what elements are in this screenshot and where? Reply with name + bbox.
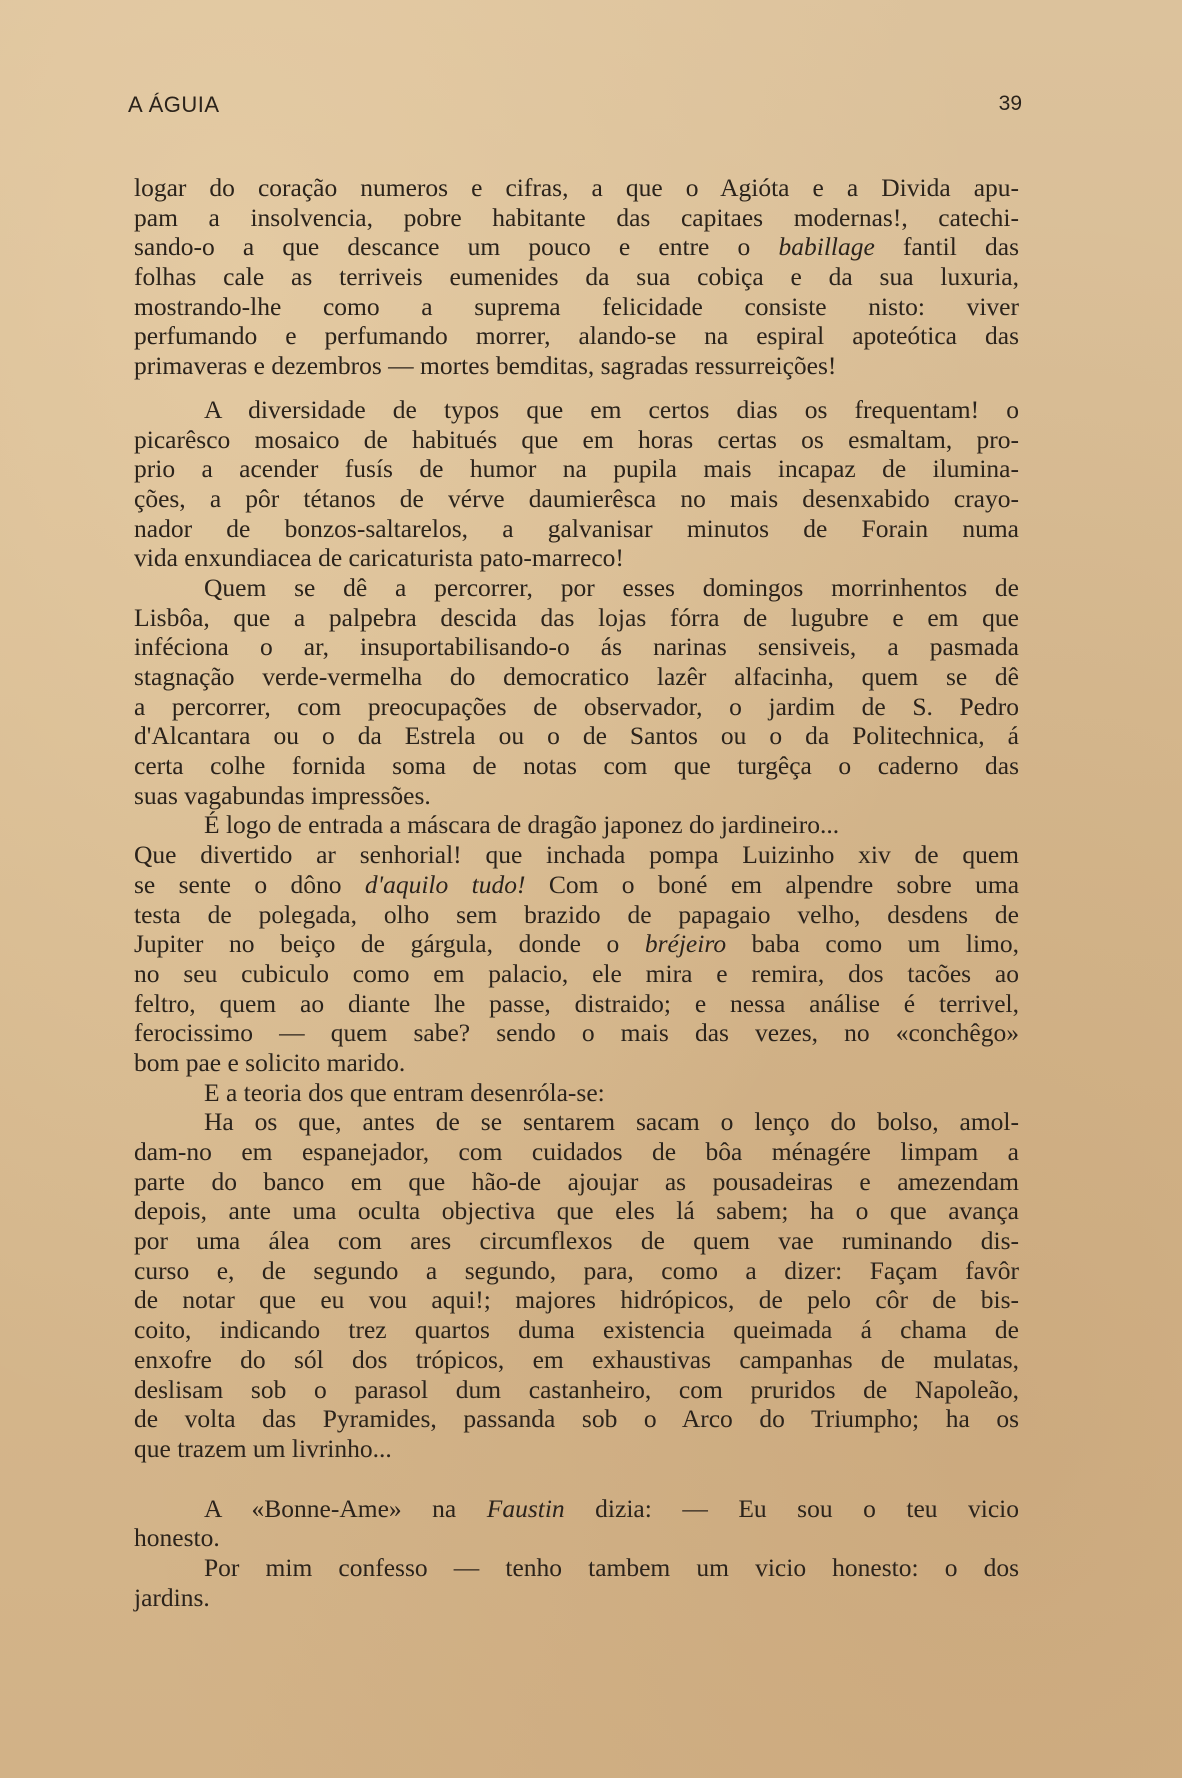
- text-line: Jupiter no beiço de gárgula, donde o bréjeiro baba como um limo,: [134, 929, 1019, 959]
- text-line: E a teoria dos que entram desenróla-se:: [204, 1077, 605, 1107]
- text-line: prio a acender fusís de humor na pupila mais incapaz de ilumina-: [134, 454, 1019, 484]
- text-line: logar do coração numeros e cifras, a que o Agióta e a Divida apu-: [134, 173, 1019, 202]
- text-line: bom pae e solicito marido.: [134, 1047, 406, 1077]
- body-text: [134, 173, 1019, 1612]
- text-line: a percorrer, com preocupações de observador, o jardim de S. Pedro: [134, 691, 1019, 721]
- text-line: coito, indicando trez quartos duma existencia queimada á chama de: [134, 1315, 1019, 1345]
- text-line: folhas cale as terriveis eumenides da sua cobiça e da sua luxuria,: [134, 262, 1019, 292]
- text-line: certa colhe fornida soma de notas com que turgêça o caderno das: [134, 751, 1019, 781]
- text-line: Que divertido ar senhorial! que inchada pompa Luizinho xiv de quem: [134, 840, 1019, 870]
- text-line: Lisbôa, que a palpebra descida das lojas fórra de lugubre e em que: [134, 602, 1019, 632]
- paragraph-gap: [134, 1464, 1019, 1494]
- text-line: curso e, de segundo a segundo, para, como a dizer: Façam favôr: [134, 1255, 1019, 1285]
- text-line: jardins.: [134, 1582, 210, 1612]
- text-line: honesto.: [134, 1523, 220, 1553]
- text-line: suas vagabundas impressões.: [134, 780, 431, 810]
- text-line: vida enxundiacea de caricaturista pato-marreco!: [134, 543, 624, 573]
- text-line: d'Alcantara ou o da Estrela ou o de Santos ou o da Politechnica, á: [134, 721, 1019, 751]
- running-title: A ÁGUIA: [128, 92, 220, 117]
- text-line: perfumando e perfumando morrer, alando-se na espiral apoteótica das: [134, 321, 1019, 351]
- text-line: de notar que eu vou aqui!; majores hidrópicos, de pelo côr de bis-: [134, 1285, 1019, 1315]
- text-line: É logo de entrada a máscara de dragão japonez do jardineiro...: [204, 810, 840, 840]
- running-head: [128, 92, 1022, 122]
- text-line: parte do banco em que hão-de ajoujar as pousadeiras e amezendam: [134, 1166, 1019, 1196]
- text-line: A «Bonne-Ame» na Faustin dizia: — Eu sou o teu vicio: [204, 1493, 1020, 1523]
- text-line: de volta das Pyramides, passanda sob o Arco do Triumpho; ha os: [134, 1404, 1019, 1434]
- text-line: ções, a pôr tétanos de vérve daumierêsca no mais desenxabido crayo-: [134, 483, 1019, 513]
- text-line: enxofre do sól dos trópicos, em exhaustivas campanhas de mulatas,: [134, 1344, 1019, 1374]
- text-line: se sente o dôno d'aquilo tudo! Com o boné em alpendre sobre uma: [134, 869, 1020, 899]
- text-line: ferocissimo — quem sabe? sendo o mais das vezes, no «conchêgo»: [134, 1018, 1019, 1048]
- text-line: Ha os que, antes de se sentarem sacam o lenço do bolso, amol-: [204, 1107, 1019, 1137]
- text-line: dam-no em espanejador, com cuidados de bôa ménagére limpam a: [134, 1137, 1019, 1166]
- text-line: mostrando-lhe como a suprema felicidade consiste nisto: viver: [134, 291, 1019, 321]
- text-line: no seu cubiculo como em palacio, ele mira e remira, dos tacões ao: [134, 958, 1019, 988]
- text-line: feltro, quem ao diante lhe passe, distraido; e nessa análise é terrivel,: [134, 988, 1019, 1018]
- text-line: Por mim confesso — tenho tambem um vicio honesto: o dos: [204, 1552, 1019, 1582]
- text-line: deslisam sob o parasol dum castanheiro, com pruridos de Napoleão,: [134, 1374, 1019, 1404]
- text-line: Quem se dê a percorrer, por esses domingos morrinhentos de: [204, 572, 1019, 602]
- text-line: primaveras e dezembros — mortes bemditas, sagradas ressurreições!: [134, 351, 837, 381]
- text-line: stagnação verde-vermelha do democratico lazêr alfacinha, quem se dê: [134, 662, 1019, 691]
- text-line: que trazem um livrinho...: [134, 1433, 392, 1463]
- text-line: sando-o a que descance um pouco e entre o babillage fantil das: [134, 232, 1019, 262]
- text-line: A diversidade de typos que em certos dias os frequentam! o: [204, 394, 1019, 424]
- text-line: depois, ante uma oculta objectiva que eles lá sabem; ha o que avança: [134, 1196, 1019, 1226]
- text-line: por uma álea com ares circumflexos de quem vae ruminando dis-: [134, 1226, 1019, 1256]
- paragraph-gap: [134, 381, 1019, 395]
- text-line: testa de polegada, olho sem brazido de papagaio velho, desdens de: [134, 899, 1019, 929]
- text-line: picarêsco mosaico de habitués que em horas certas os esmaltam, pro-: [134, 424, 1019, 454]
- text-line: inféciona o ar, insuportabilisando-o ás narinas sensiveis, a pasmada: [134, 632, 1019, 662]
- text-line: pam a insolvencia, pobre habitante das capitaes modernas!, catechi-: [134, 202, 1019, 232]
- text-line: nador de bonzos-saltarelos, a galvanisar minutos de Forain numa: [134, 513, 1019, 543]
- page-number: 39: [998, 92, 1022, 115]
